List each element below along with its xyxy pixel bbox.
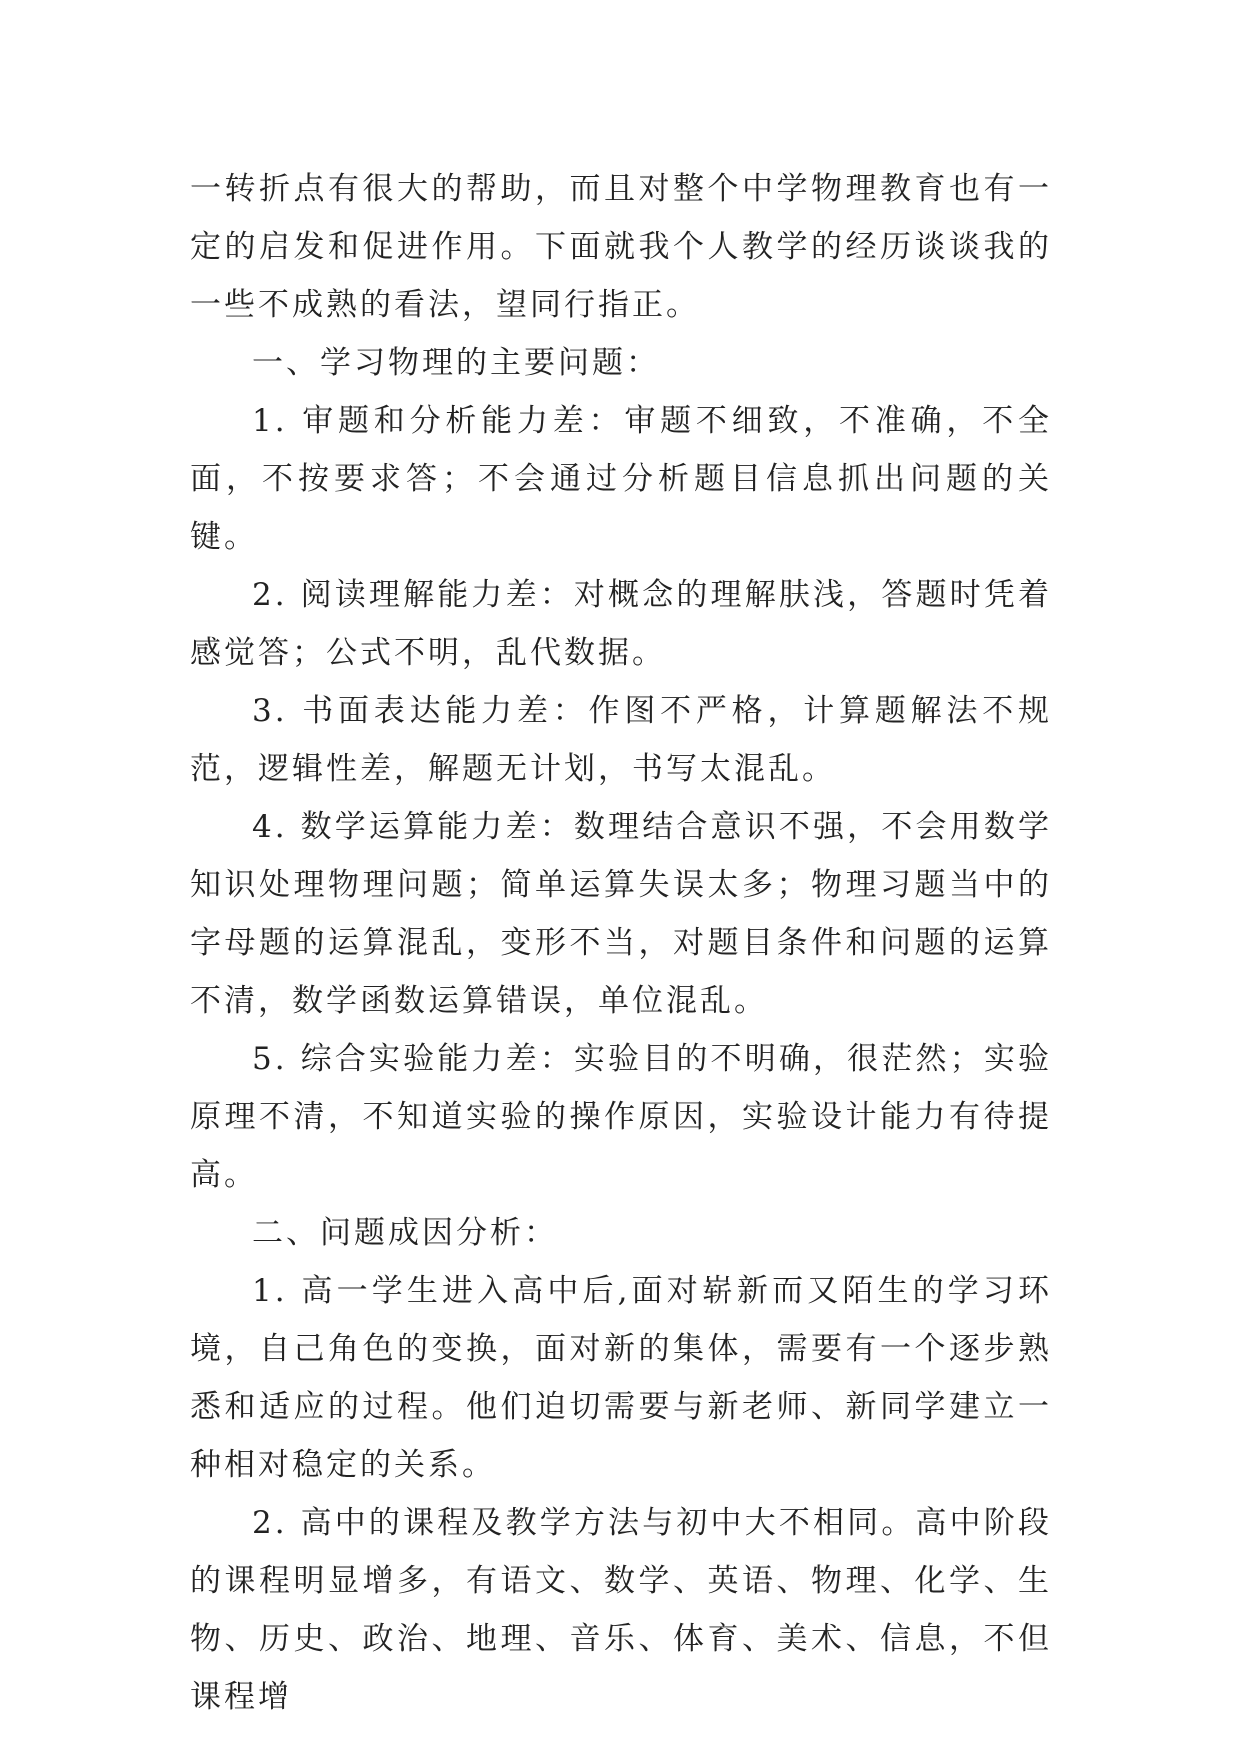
list-item-2: 2. 阅读理解能力差：对概念的理解肤浅，答题时凭着感觉答；公式不明，乱代数据。	[190, 577, 1052, 671]
section-heading-1: 一、学习物理的主要问题：	[252, 345, 660, 381]
body-text	[190, 160, 1052, 1726]
paragraph-continuation: 一转折点有很大的帮助，而且对整个中学物理教育也有一定的启发和促进作用。下面就我个人教学的经历谈谈我的一些不成熟的看法，望同行指正。	[190, 171, 1052, 323]
list-item-1: 1. 审题和分析能力差：审题不细致，不准确，不全面，不按要求答；不会通过分析题目信息抓出问题的关键。	[190, 403, 1052, 555]
analysis-item-2: 2. 高中的课程及教学方法与初中大不相同。高中阶段的课程明显增多，有语文、数学、英语、物理、化学、生物、历史、政治、地理、音乐、体育、美术、信息，不但课程增	[190, 1505, 1052, 1715]
section-heading-2: 二、问题成因分析：	[252, 1215, 558, 1251]
list-item-3: 3. 书面表达能力差：作图不严格，计算题解法不规范，逻辑性差，解题无计划，书写太混乱。	[190, 693, 1052, 787]
analysis-item-1: 1. 高一学生进入高中后,面对崭新而又陌生的学习环境，自己角色的变换，面对新的集体，需要有一个逐步熟悉和适应的过程。他们迫切需要与新老师、新同学建立一种相对稳定的关系。	[190, 1273, 1052, 1483]
list-item-5: 5. 综合实验能力差：实验目的不明确，很茫然；实验原理不清，不知道实验的操作原因，实验设计能力有待提高。	[190, 1041, 1052, 1193]
list-item-4: 4. 数学运算能力差：数理结合意识不强，不会用数学知识处理物理问题；简单运算失误太多；物理习题当中的字母题的运算混乱，变形不当，对题目条件和问题的运算不清，数学函数运算错误，单位混乱。	[190, 809, 1052, 1019]
